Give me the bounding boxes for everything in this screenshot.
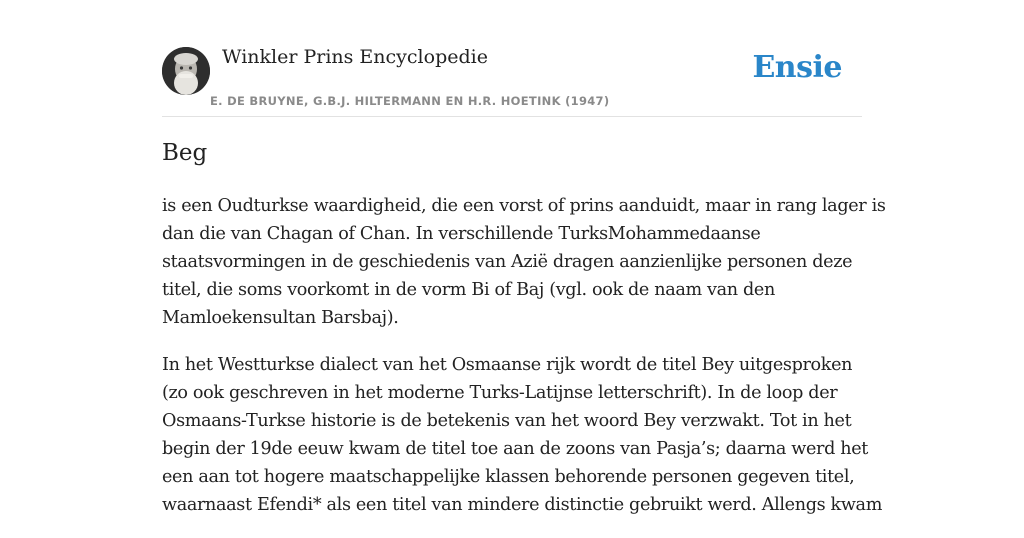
text-line: (zo ook geschreven in het moderne Turks-Latijnse letterschrift). In de loop der (162, 383, 838, 403)
paragraph (162, 351, 883, 519)
text-line: titel, die soms voorkomt in de vorm Bi of Baj (vgl. ook de naam van den (162, 280, 775, 300)
portrait-icon (162, 47, 210, 95)
page-container (162, 0, 886, 515)
text-line: waarnaast Efendi* als een titel van mindere distinctie gebruikt werd. Allengs kwam (162, 495, 883, 515)
ensie-logo[interactable]: Ensie (752, 50, 842, 85)
source-authors: E. DE BRUYNE, G.B.J. HILTERMANN EN H.R. HOETINK (1947) (210, 94, 610, 108)
entry-body (162, 192, 886, 538)
author-avatar[interactable] (162, 47, 210, 95)
text-line: staatsvormingen in de geschiedenis van Azië dragen aanzienlijke personen deze (162, 252, 853, 272)
source-header (162, 0, 862, 117)
text-line: dan die van Chagan of Chan. In verschillende TurksMohammedaanse (162, 224, 761, 244)
text-line: begin der 19de eeuw kwam de titel toe aan de zoons van Pasja’s; daarna werd het (162, 439, 868, 459)
entry-title: Beg (162, 140, 208, 166)
text-line: Osmaans-Turkse historie is de betekenis van het woord Bey verzwakt. Tot in het (162, 411, 852, 431)
text-line: Mamloekensultan Barsbaj). (162, 308, 399, 328)
text-line: is een Oudturkse waardigheid, die een vorst of prins aanduidt, maar in rang lager is (162, 196, 886, 216)
paragraph (162, 192, 886, 332)
text-line: een aan tot hogere maatschappelijke klassen behorende personen gegeven titel, (162, 467, 855, 487)
source-title[interactable]: Winkler Prins Encyclopedie (222, 46, 488, 68)
text-line: In het Westturkse dialect van het Osmaanse rijk wordt de titel Bey uitgesproken (162, 355, 853, 375)
